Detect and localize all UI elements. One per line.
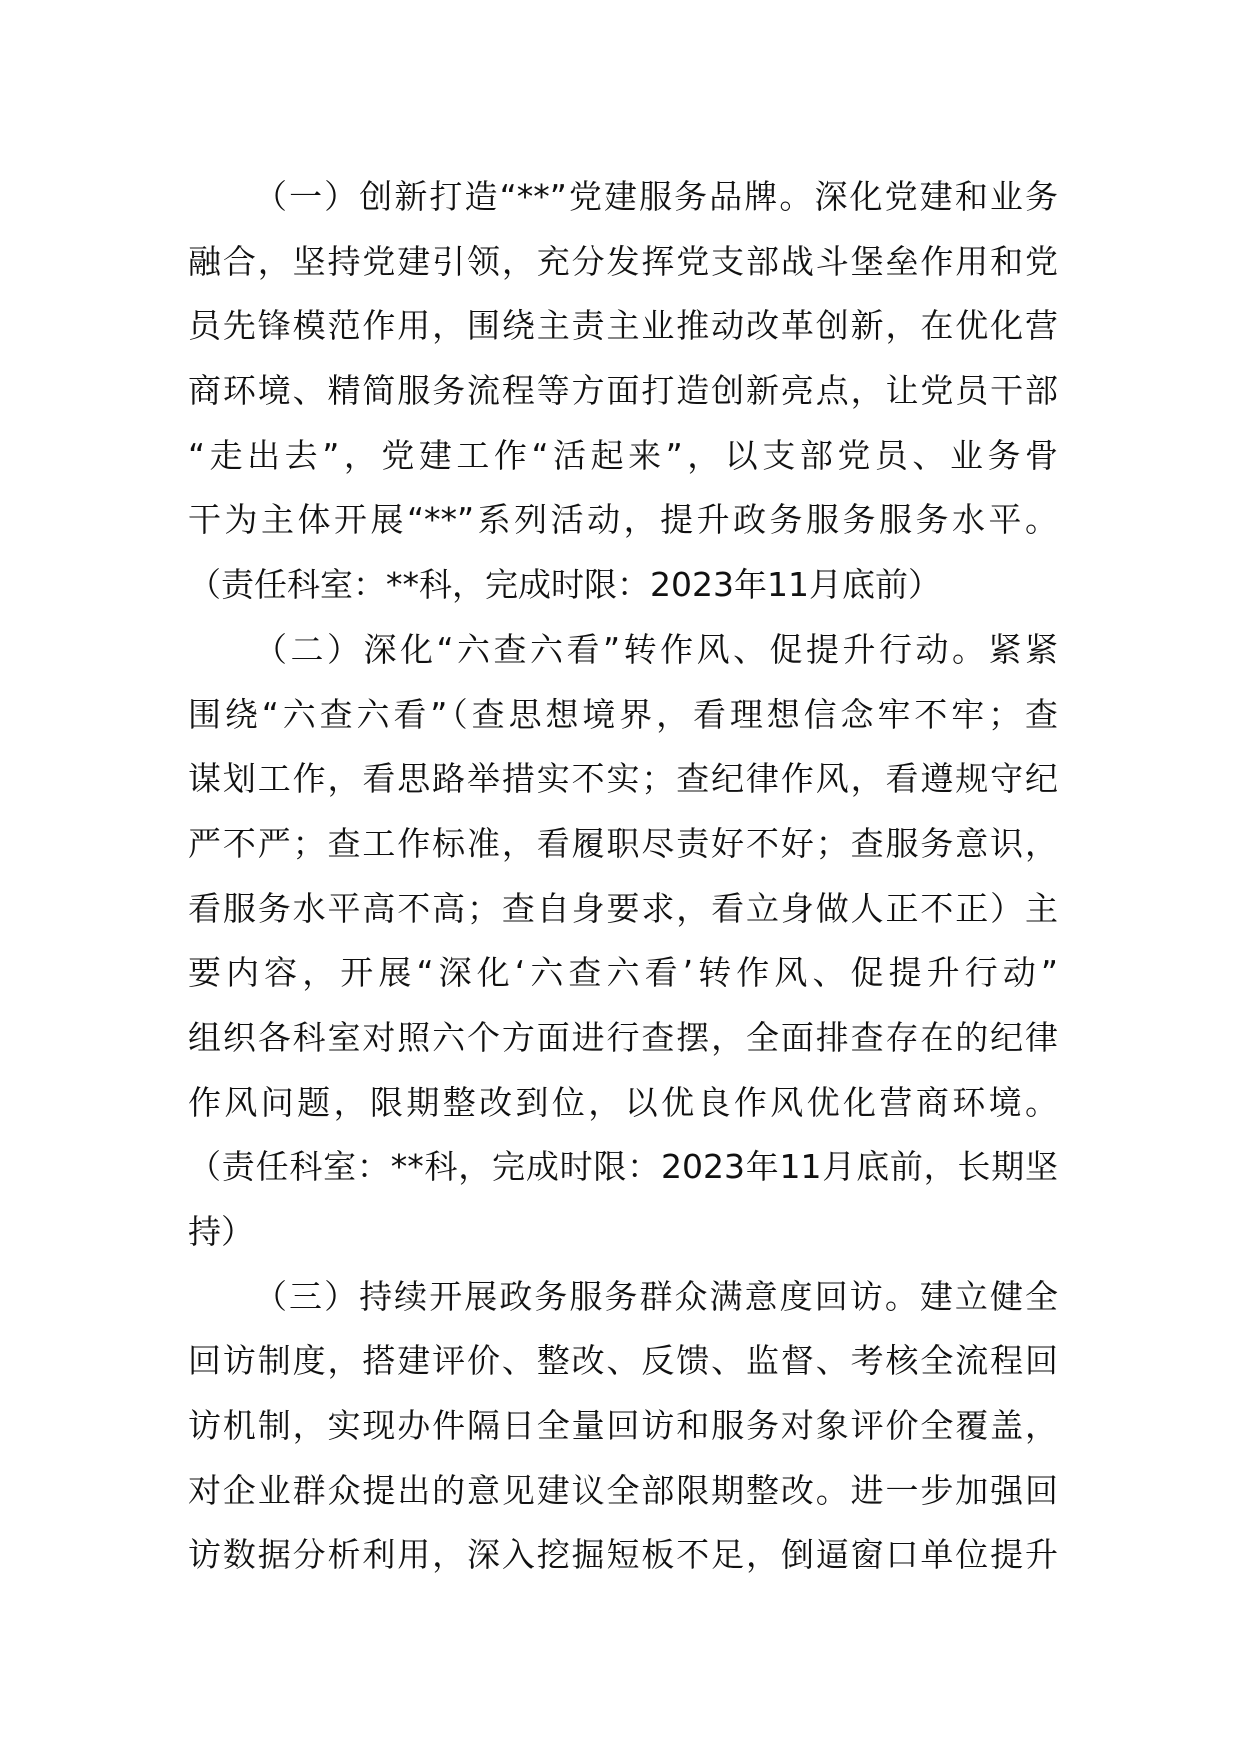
text-line: （责任科室：**科，完成时限：2023年11月底前，长期坚 [188, 1147, 1058, 1187]
text-line: 看服务水平高不高；查自身要求，看立身做人正不正）主 [188, 888, 1058, 928]
text-line: 持） [188, 1212, 254, 1251]
text-line: 员先锋模范作用，围绕主责主业推动改革创新，在优化营 [188, 306, 1058, 346]
text-line: 干为主体开展“**”系列活动，提升政务服务服务水平。 [188, 500, 1058, 540]
paragraph-party-brand [188, 165, 1058, 618]
text-line: （责任科室：**科，完成时限：2023年11月底前） [188, 565, 941, 605]
document-body [188, 165, 1058, 1588]
text-line: “走出去”，党建工作“活起来”，以支部党员、业务骨 [188, 435, 1058, 475]
text-line: 严不严；查工作标准，看履职尽责好不好；查服务意识， [188, 823, 1058, 863]
text-line: 要内容，开展“深化‘六查六看’转作风、促提升行动” [188, 953, 1058, 993]
text-line: 围绕“六查六看”（查思想境界，看理想信念牢不牢；查 [188, 694, 1058, 734]
text-line: （一）创新打造“**”党建服务品牌。深化党建和业务 [254, 177, 1058, 216]
text-line: 对企业群众提出的意见建议全部限期整改。进一步加强回 [188, 1470, 1058, 1510]
text-line: （三）持续开展政务服务群众满意度回访。建立健全 [254, 1276, 1058, 1316]
text-line: 组织各科室对照六个方面进行查摆，全面排查存在的纪律 [188, 1017, 1058, 1057]
text-line: 谋划工作，看思路举措实不实；查纪律作风，看遵规守纪 [188, 759, 1058, 799]
text-line: 回访制度，搭建评价、整改、反馈、监督、考核全流程回 [188, 1341, 1058, 1381]
text-line: 商环境、精简服务流程等方面打造创新亮点，让党员干部 [188, 371, 1058, 411]
text-line: （二）深化“六查六看”转作风、促提升行动。紧紧 [254, 629, 1058, 669]
paragraph-satisfaction-visits [188, 1265, 1058, 1588]
text-line: 作风问题，限期整改到位，以优良作风优化营商环境。 [188, 1082, 1058, 1122]
text-line: 访数据分析利用，深入挖掘短板不足，倒逼窗口单位提升 [188, 1535, 1058, 1575]
text-line: 融合，坚持党建引领，充分发挥党支部战斗堡垒作用和党 [188, 241, 1058, 281]
text-line: 访机制，实现办件隔日全量回访和服务对象评价全覆盖， [188, 1406, 1058, 1446]
paragraph-six-checks [188, 618, 1058, 1265]
